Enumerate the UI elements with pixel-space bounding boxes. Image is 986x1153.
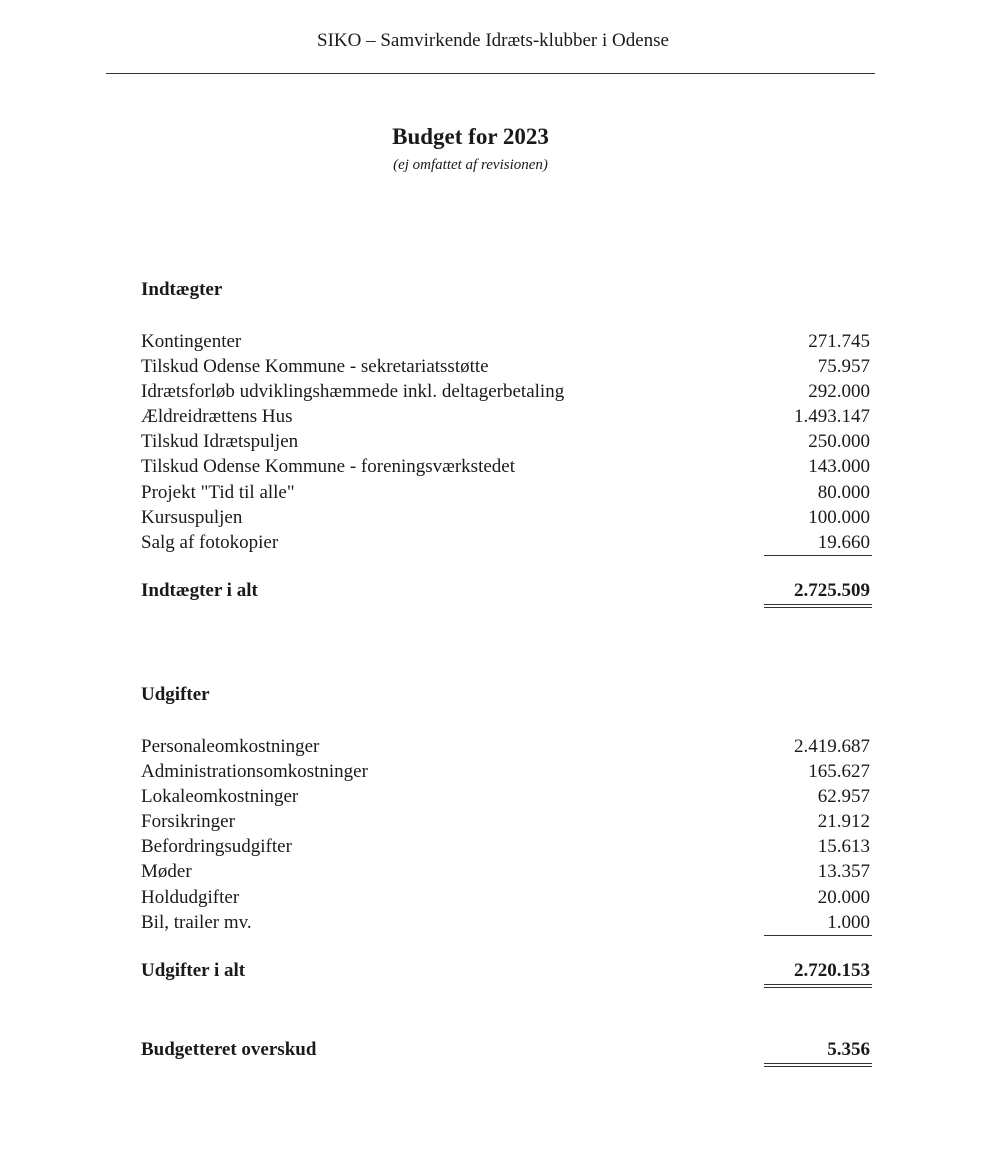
expense-label: Lokaleomkostninger bbox=[141, 786, 299, 808]
income-label: Kontingenter bbox=[141, 331, 242, 352]
income-amount: 80.000 bbox=[817, 481, 870, 503]
expenses-total-amount: 2.720.153 bbox=[764, 960, 872, 988]
income-label: Projekt "Tid til alle" bbox=[141, 481, 295, 503]
income-label: Kursuspuljen bbox=[141, 506, 243, 528]
expense-label: Befordringsudgifter bbox=[141, 836, 292, 858]
income-row bbox=[141, 530, 870, 555]
expense-row bbox=[141, 734, 870, 759]
expense-row bbox=[141, 859, 870, 884]
document-subtitle: (ej omfattet af revisionen) bbox=[393, 157, 548, 173]
expense-label: Bil, trailer mv. bbox=[141, 911, 252, 933]
document-header: SIKO – Samvirkende Idræts-klubber i Odense bbox=[317, 30, 669, 51]
expense-amount: 13.357 bbox=[817, 861, 870, 883]
income-amount: 19.660 bbox=[764, 530, 872, 556]
income-heading: Indtægter bbox=[141, 279, 223, 300]
income-amount: 75.957 bbox=[817, 356, 870, 378]
income-total-amount: 2.725.509 bbox=[764, 580, 872, 608]
result-row bbox=[141, 1039, 870, 1067]
expense-row bbox=[141, 784, 870, 809]
income-amount: 143.000 bbox=[808, 456, 870, 478]
income-amount: 250.000 bbox=[808, 431, 870, 453]
income-row bbox=[141, 379, 870, 404]
expense-row bbox=[141, 759, 870, 784]
income-total-row bbox=[141, 580, 870, 608]
expense-row bbox=[141, 834, 870, 859]
expense-label: Forsikringer bbox=[141, 811, 235, 833]
expense-row bbox=[141, 910, 870, 935]
income-row bbox=[141, 454, 870, 479]
expense-row bbox=[141, 885, 870, 910]
income-label: Idrætsforløb udviklingshæmmede inkl. deltagerbetaling bbox=[141, 381, 565, 403]
document-title: Budget for 2023 bbox=[392, 124, 549, 149]
income-amount: 292.000 bbox=[808, 381, 870, 403]
expenses-list bbox=[141, 734, 870, 935]
expense-amount: 165.627 bbox=[808, 761, 870, 783]
income-label: Salg af fotokopier bbox=[141, 531, 279, 553]
expense-label: Personaleomkostninger bbox=[141, 736, 320, 757]
income-row bbox=[141, 329, 870, 354]
income-row bbox=[141, 404, 870, 429]
income-total-label: Indtægter i alt bbox=[141, 580, 258, 601]
income-label: Tilskud Idrætspuljen bbox=[141, 431, 299, 453]
expense-amount: 2.419.687 bbox=[794, 736, 870, 757]
income-row bbox=[141, 354, 870, 379]
expense-row bbox=[141, 809, 870, 834]
income-list bbox=[141, 329, 870, 555]
header-divider bbox=[106, 73, 875, 74]
expense-amount: 15.613 bbox=[817, 836, 870, 858]
income-amount: 1.493.147 bbox=[794, 406, 870, 428]
income-label: Ældreidrættens Hus bbox=[141, 406, 293, 428]
income-row bbox=[141, 429, 870, 454]
expense-label: Administrationsomkostninger bbox=[141, 761, 368, 783]
expense-label: Holdudgifter bbox=[141, 886, 240, 908]
expenses-heading: Udgifter bbox=[141, 684, 210, 705]
expenses-total-row bbox=[141, 960, 870, 988]
income-row bbox=[141, 480, 870, 505]
income-label: Tilskud Odense Kommune - foreningsværkstedet bbox=[141, 456, 515, 478]
income-amount: 271.745 bbox=[808, 331, 870, 352]
result-label: Budgetteret overskud bbox=[141, 1039, 317, 1060]
income-label: Tilskud Odense Kommune - sekretariatsstøtte bbox=[141, 356, 489, 378]
expense-amount: 21.912 bbox=[817, 811, 870, 833]
expense-amount: 20.000 bbox=[817, 886, 870, 908]
expenses-total-label: Udgifter i alt bbox=[141, 960, 246, 981]
result-amount: 5.356 bbox=[764, 1039, 872, 1067]
income-amount: 100.000 bbox=[808, 506, 870, 528]
expense-amount: 62.957 bbox=[817, 786, 870, 808]
income-row bbox=[141, 505, 870, 530]
expense-label: Møder bbox=[141, 861, 192, 883]
expense-amount: 1.000 bbox=[764, 910, 872, 936]
